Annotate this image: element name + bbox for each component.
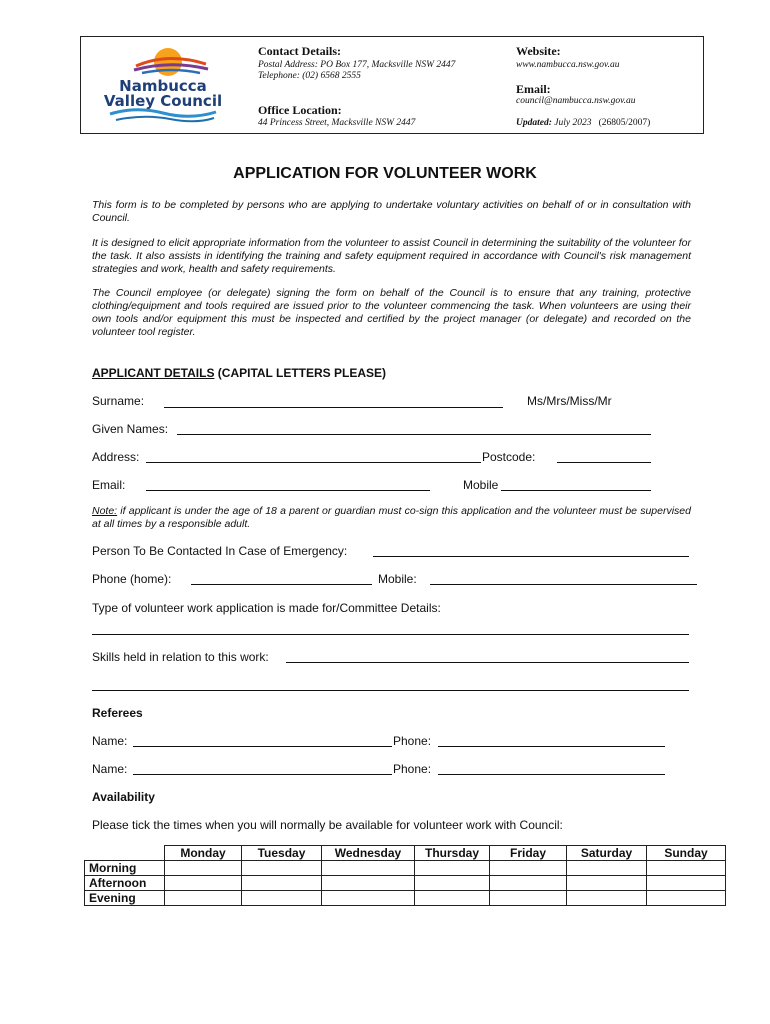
referee-1-phone-label: Phone: bbox=[393, 734, 432, 748]
telephone: Telephone: (02) 6568 2555 bbox=[258, 71, 361, 81]
day-tuesday: Tuesday bbox=[242, 846, 322, 861]
minor-note bbox=[92, 505, 691, 531]
updated-value: July 2023 bbox=[554, 118, 592, 128]
title-options[interactable]: Ms/Mrs/Miss/Mr bbox=[527, 394, 612, 408]
referee-2-name-field[interactable] bbox=[133, 774, 392, 775]
skills-label: Skills held in relation to this work: bbox=[92, 650, 269, 664]
postcode-field[interactable] bbox=[557, 462, 651, 463]
availability-heading: Availability bbox=[92, 790, 155, 804]
tick-cell[interactable] bbox=[490, 861, 567, 876]
intro-paragraph-3: The Council employee (or delegate) signing the form on behalf of the Council is to ensure that any training, protective clothing/equipment and tools required are issued prior to the volunteer commencing the task. When volunteers are using their own tools and/or equipment this must be inspected and certified by the project manager (or delegate) and recorded on the volunteer tool register. bbox=[92, 287, 691, 338]
emergency-contact-label: Person To Be Contacted In Case of Emergency: bbox=[92, 544, 348, 558]
referee-1-name-label: Name: bbox=[92, 734, 128, 748]
tick-cell[interactable] bbox=[490, 876, 567, 891]
applicant-heading-rest: (CAPITAL LETTERS PLEASE) bbox=[214, 366, 387, 380]
availability-header-row bbox=[85, 846, 726, 861]
tick-cell[interactable] bbox=[490, 891, 567, 906]
tick-cell[interactable] bbox=[647, 891, 726, 906]
tick-cell[interactable] bbox=[567, 891, 647, 906]
mobile-label: Mobile bbox=[463, 478, 499, 492]
work-type-label: Type of volunteer work application is made for/Committee Details: bbox=[92, 601, 441, 615]
tick-cell[interactable] bbox=[165, 861, 242, 876]
intro-paragraph-1: This form is to be completed by persons who are applying to undertake voluntary activities on behalf of or in consultation with Council. bbox=[92, 199, 691, 224]
note-text: if applicant is under the age of 18 a parent or guardian must co-sign this application and the volunteer must be supervised at all times by a responsible adult. bbox=[92, 505, 691, 530]
availability-row-afternoon bbox=[85, 876, 726, 891]
phone-home-label: Phone (home): bbox=[92, 572, 172, 586]
day-sunday: Sunday bbox=[647, 846, 726, 861]
tick-cell[interactable] bbox=[647, 861, 726, 876]
mobile-field[interactable] bbox=[501, 490, 651, 491]
work-type-field[interactable] bbox=[92, 634, 689, 635]
tick-cell[interactable] bbox=[322, 891, 415, 906]
referees-heading: Referees bbox=[92, 706, 143, 720]
time-afternoon: Afternoon bbox=[85, 876, 165, 891]
given-names-label: Given Names: bbox=[92, 422, 169, 436]
phone-home-field[interactable] bbox=[191, 584, 372, 585]
tick-cell[interactable] bbox=[322, 876, 415, 891]
corner-cell bbox=[85, 846, 165, 861]
availability-instruction: Please tick the times when you will normally be available for volunteer work with Council: bbox=[92, 818, 563, 832]
emergency-mobile-label: Mobile: bbox=[378, 572, 417, 586]
updated-line bbox=[516, 117, 650, 129]
email-link[interactable]: council@nambucca.nsw.gov.au bbox=[516, 96, 636, 106]
website-link[interactable]: www.nambucca.nsw.gov.au bbox=[516, 60, 620, 70]
day-monday: Monday bbox=[165, 846, 242, 861]
day-saturday: Saturday bbox=[567, 846, 647, 861]
availability-row-morning bbox=[85, 861, 726, 876]
day-thursday: Thursday bbox=[415, 846, 490, 861]
website-title: Website: bbox=[516, 44, 561, 58]
updated-label: Updated: bbox=[516, 118, 552, 128]
email-field[interactable] bbox=[146, 490, 430, 491]
tick-cell[interactable] bbox=[242, 861, 322, 876]
tick-cell[interactable] bbox=[567, 876, 647, 891]
day-friday: Friday bbox=[490, 846, 567, 861]
surname-label: Surname: bbox=[92, 394, 145, 408]
postal-address: Postal Address: PO Box 177, Macksville NSW 2447 bbox=[258, 60, 456, 70]
referee-1-phone-field[interactable] bbox=[438, 746, 665, 747]
time-evening: Evening bbox=[85, 891, 165, 906]
email-label: Email: bbox=[92, 478, 126, 492]
tick-cell[interactable] bbox=[415, 861, 490, 876]
time-morning: Morning bbox=[85, 861, 165, 876]
surname-field[interactable] bbox=[164, 407, 503, 408]
day-wednesday: Wednesday bbox=[322, 846, 415, 861]
tick-cell[interactable] bbox=[415, 876, 490, 891]
given-names-field[interactable] bbox=[177, 434, 651, 435]
availability-row-evening bbox=[85, 891, 726, 906]
skills-field-line-2[interactable] bbox=[92, 690, 689, 691]
address-field[interactable] bbox=[146, 462, 481, 463]
email-title: Email: bbox=[516, 82, 551, 96]
contact-title: Contact Details: bbox=[258, 44, 341, 58]
tick-cell[interactable] bbox=[647, 876, 726, 891]
referee-1-name-field[interactable] bbox=[133, 746, 392, 747]
tick-cell[interactable] bbox=[242, 891, 322, 906]
applicant-heading-main: APPLICANT DETAILS bbox=[92, 366, 215, 380]
availability-table bbox=[84, 845, 726, 906]
referee-2-phone-field[interactable] bbox=[438, 774, 665, 775]
intro-paragraph-2: It is designed to elicit appropriate information from the volunteer to assist Council in determining the suitability of the volunteer for the task. It also assists in identifying the training and safety equipment required in accordance with Council's risk management strategies and work, health and safety requirements. bbox=[92, 237, 691, 275]
tick-cell[interactable] bbox=[322, 861, 415, 876]
tick-cell[interactable] bbox=[415, 891, 490, 906]
referee-2-phone-label: Phone: bbox=[393, 762, 432, 776]
emergency-mobile-field[interactable] bbox=[430, 584, 697, 585]
address-label: Address: bbox=[92, 450, 140, 464]
doc-ref: (26805/2007) bbox=[598, 118, 651, 128]
council-logo bbox=[96, 42, 231, 127]
postcode-label: Postcode: bbox=[482, 450, 536, 464]
logo-line1: Nambucca bbox=[119, 77, 207, 95]
office-title: Office Location: bbox=[258, 103, 342, 117]
tick-cell[interactable] bbox=[165, 876, 242, 891]
note-label: Note: bbox=[92, 505, 118, 517]
tick-cell[interactable] bbox=[165, 891, 242, 906]
office-address: 44 Princess Street, Macksville NSW 2447 bbox=[258, 118, 416, 128]
emergency-contact-field[interactable] bbox=[373, 556, 689, 557]
tick-cell[interactable] bbox=[242, 876, 322, 891]
logo-line2: Valley Council bbox=[103, 92, 223, 110]
applicant-heading bbox=[92, 366, 386, 380]
tick-cell[interactable] bbox=[567, 861, 647, 876]
skills-field[interactable] bbox=[286, 662, 689, 663]
referee-2-name-label: Name: bbox=[92, 762, 128, 776]
page-title: APPLICATION FOR VOLUNTEER WORK bbox=[233, 165, 537, 182]
